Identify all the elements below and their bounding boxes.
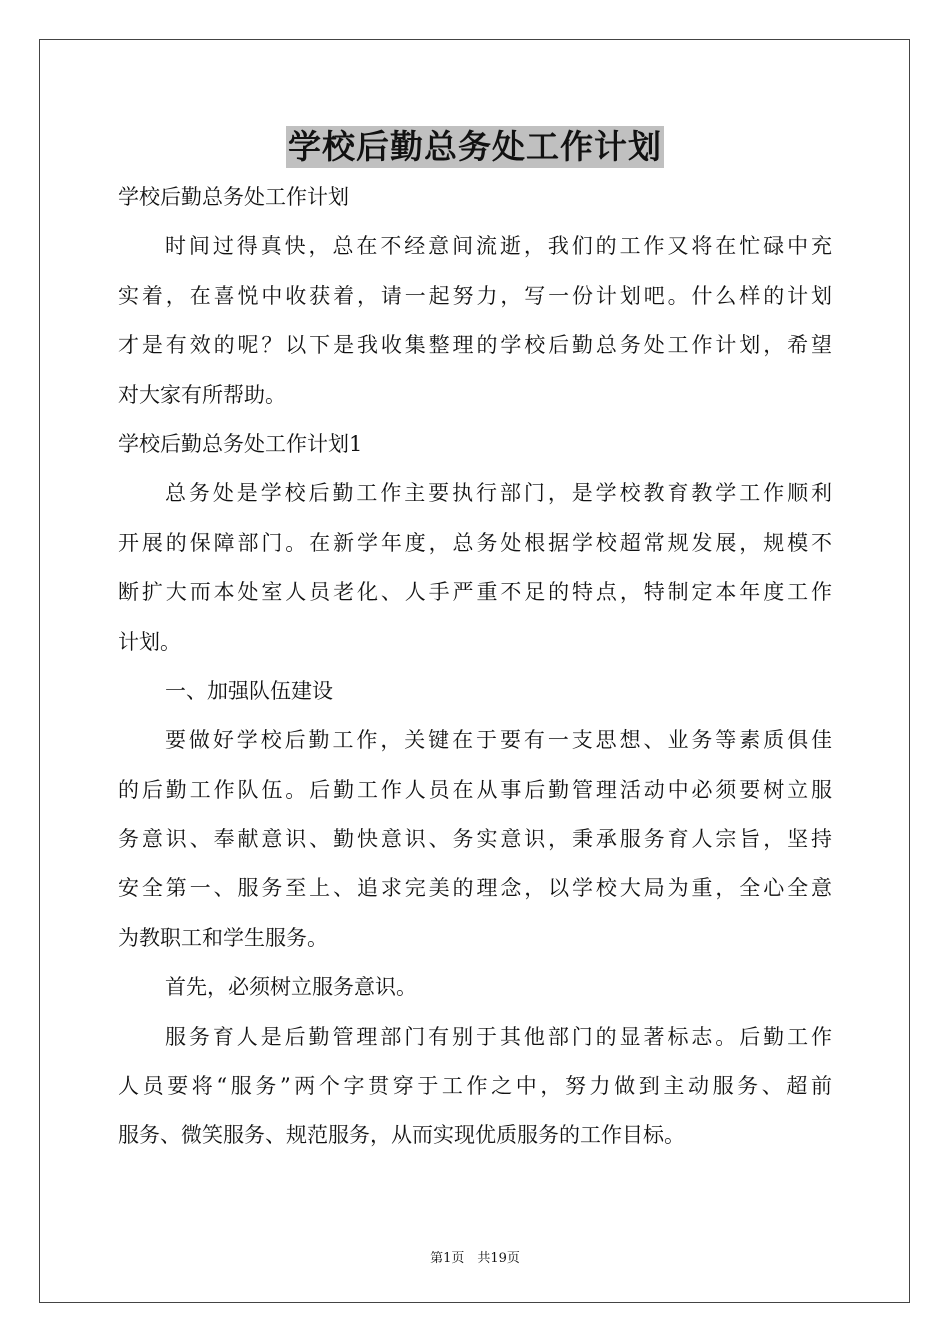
text-line: 的后勤工作队伍。后勤工作人员在从事后勤管理活动中必须要树立服	[118, 777, 832, 802]
text-line: 计划。	[118, 629, 181, 654]
text-line: 实着，在喜悦中收获着，请一起努力，写一份计划吧。什么样的计划	[118, 283, 832, 308]
document-title: 学校后勤总务处工作计划	[288, 127, 662, 166]
text-line: 服务、微笑服务、规范服务，从而实现优质服务的工作目标。	[118, 1123, 685, 1148]
text-line: 学校后勤总务处工作计划	[118, 185, 349, 209]
text-line: 安全第一、服务至上、追求完美的理念，以学校大局为重，全心全意	[118, 876, 832, 901]
text-line: 一、加强队伍建设	[165, 678, 333, 703]
text-line: 才是有效的呢？以下是我收集整理的学校后勤总务处工作计划，希望	[118, 333, 832, 358]
text-line: 总务处是学校后勤工作主要执行部门，是学校教育教学工作顺利	[165, 481, 832, 506]
text-line: 断扩大而本处室人员老化、人手严重不足的特点，特制定本年度工作	[118, 580, 832, 605]
title-container	[0, 126, 950, 168]
text-line: 学校后勤总务处工作计划1	[118, 431, 363, 456]
text-line: 人员要将“服务”两个字贯穿于工作之中，努力做到主动服务、超前	[118, 1074, 832, 1099]
text-line: 要做好学校后勤工作，关键在于要有一支思想、业务等素质俱佳	[165, 728, 832, 753]
text-line: 对大家有所帮助。	[118, 382, 286, 407]
page-footer: 第1页 共19页	[430, 1251, 520, 1266]
text-line: 首先，必须树立服务意识。	[165, 975, 417, 1000]
text-line: 务意识、奉献意识、勤快意识、务实意识，秉承服务育人宗旨，坚持	[118, 827, 832, 852]
text-line: 服务育人是后勤管理部门有别于其他部门的显著标志。后勤工作	[165, 1024, 832, 1049]
text-line: 为教职工和学生服务。	[118, 925, 328, 950]
document-body	[118, 173, 832, 1161]
text-line: 开展的保障部门。在新学年度，总务处根据学校超常规发展，规模不	[118, 530, 832, 555]
text-line: 时间过得真快，总在不经意间流逝，我们的工作又将在忙碌中充	[165, 234, 832, 259]
